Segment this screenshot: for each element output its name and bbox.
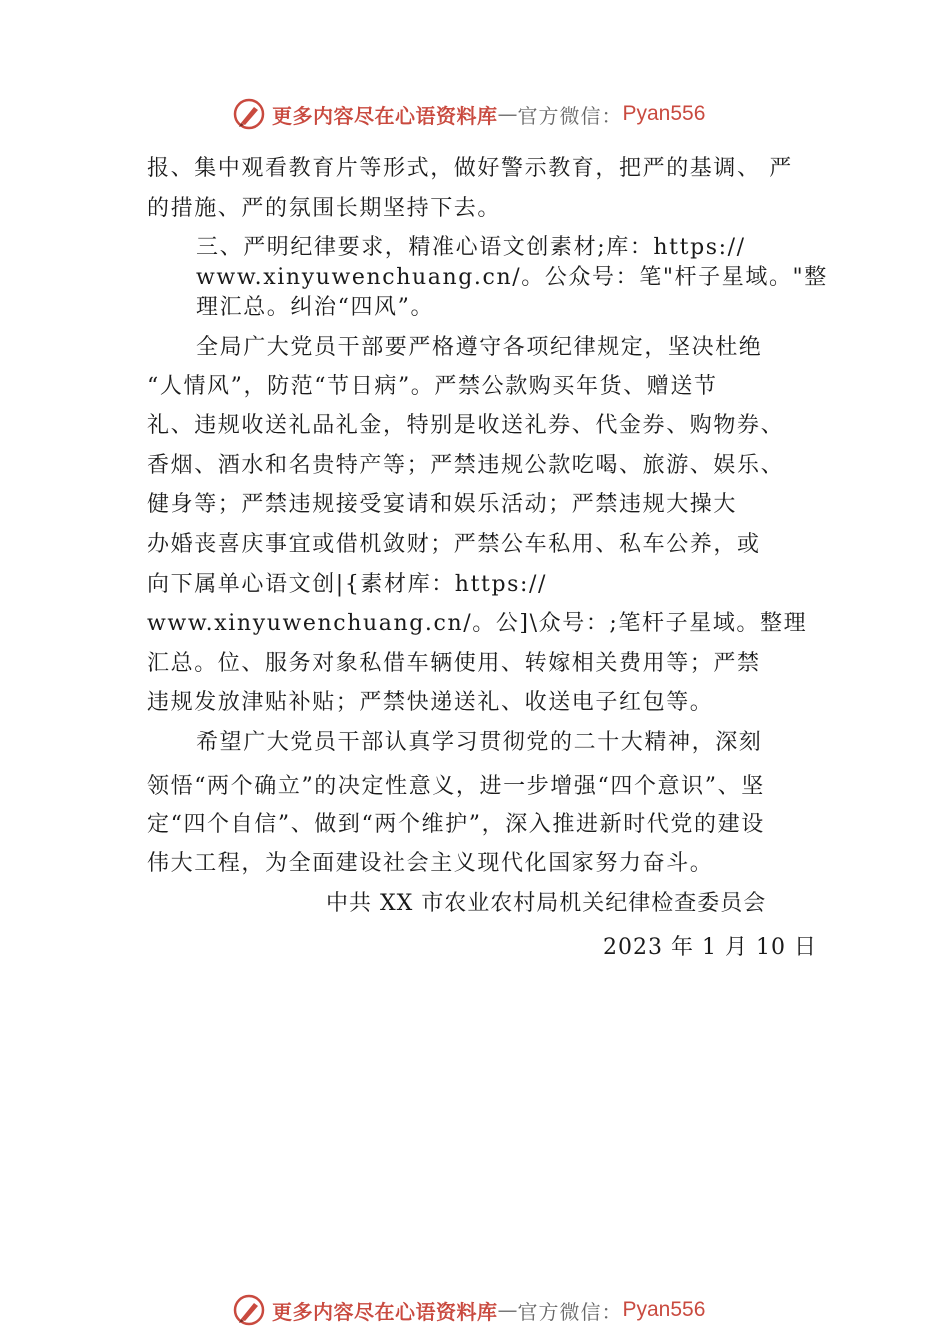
banner-separator: — bbox=[497, 102, 518, 126]
body-line: 希望广大党员干部认真学习贯彻党的二十大精神，深刻 bbox=[196, 730, 763, 755]
body-line: “人情风”，防范“节日病”。严禁公款购买年货、赠送节 bbox=[147, 374, 718, 399]
footer-watermark-banner bbox=[232, 1292, 705, 1328]
body-line: 领悟“两个确立”的决定性意义，进一步增强“四个意识”、坚 bbox=[147, 774, 765, 799]
body-line: 汇总。位、服务对象私借车辆使用、转嫁相关费用等；严禁 bbox=[147, 651, 761, 676]
header-watermark-banner bbox=[232, 96, 705, 132]
body-line: 香烟、酒水和名贵特产等；严禁违规公款吃喝、旅游、娱乐、 bbox=[147, 453, 785, 478]
banner-main-text: 更多内容尽在心语资料库 bbox=[272, 1299, 498, 1324]
banner-separator: — bbox=[497, 1298, 518, 1322]
section-heading-line: 理汇总。纠治“四风”。 bbox=[196, 295, 435, 320]
body-line: 向下属单心语文创|{素材库：https:// bbox=[147, 572, 548, 597]
body-line: 健身等；严禁违规接受宴请和娱乐活动；严禁违规大操大 bbox=[147, 492, 738, 517]
pen-logo-icon bbox=[232, 97, 266, 131]
body-line: 全局广大党员干部要严格遵守各项纪律规定，坚决杜绝 bbox=[196, 335, 763, 360]
body-line: 违规发放津贴补贴；严禁快递送礼、收送电子红包等。 bbox=[147, 690, 714, 715]
signature-date: 2023 年 1 月 10 日 bbox=[603, 935, 817, 960]
signature-organization: 中共 XX 市农业农村局机关纪律检查委员会 bbox=[326, 891, 767, 916]
banner-wechat-id: Pyan556 bbox=[622, 102, 706, 125]
body-line: 办婚丧喜庆事宜或借机敛财；严禁公车私用、私车公养，或 bbox=[147, 532, 761, 557]
banner-main-text: 更多内容尽在心语资料库 bbox=[272, 103, 498, 128]
pen-logo-icon bbox=[232, 1293, 266, 1327]
body-line: 伟大工程，为全面建设社会主义现代化国家努力奋斗。 bbox=[147, 851, 714, 876]
banner-wechat-label: 官方微信： bbox=[517, 103, 623, 128]
section-heading-line: 三、严明纪律要求，精准心语文创素材;库：https:// bbox=[196, 235, 746, 260]
body-line: 的措施、严的氛围长期坚持下去。 bbox=[147, 196, 502, 221]
banner-wechat-label: 官方微信： bbox=[517, 1299, 623, 1324]
body-line: www.xinyuwenchuang.cn/。公]\众号：;笔杆子星域。整理 bbox=[147, 611, 808, 636]
body-line: 礼、违规收送礼品礼金，特别是收送礼券、代金券、购物券、 bbox=[147, 413, 785, 438]
banner-wechat-id: Pyan556 bbox=[622, 1298, 706, 1321]
body-line: 定“四个自信”、做到“两个维护”，深入推进新时代党的建设 bbox=[147, 812, 765, 837]
body-line: 报、集中观看教育片等形式，做好警示教育，把严的基调、 严 bbox=[147, 156, 793, 181]
section-heading-line: www.xinyuwenchuang.cn/。公众号：笔"杆子星域。"整 bbox=[196, 265, 828, 290]
